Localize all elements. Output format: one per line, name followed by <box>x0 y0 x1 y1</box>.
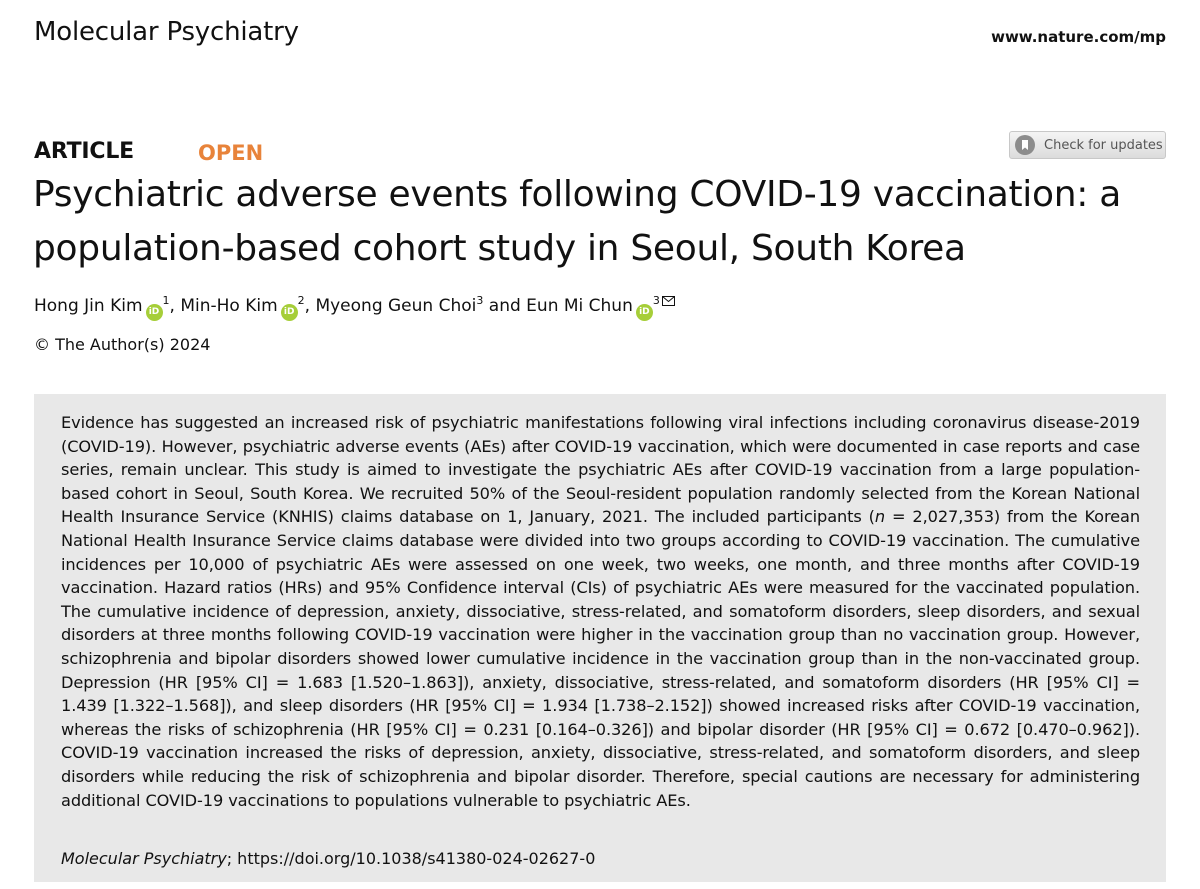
author-separator: , <box>169 296 181 316</box>
abstract-box <box>34 394 1166 882</box>
check-for-updates-label: Check for updates <box>1044 137 1163 153</box>
article-type-label: ARTICLE <box>34 139 134 164</box>
bookmark-icon <box>1015 135 1035 155</box>
citation-line <box>61 849 595 868</box>
author-name[interactable]: Min-Ho Kim <box>180 296 278 316</box>
citation-doi[interactable]: ; https://doi.org/10.1038/s41380-024-02627-0 <box>226 849 596 868</box>
abstract-text <box>61 411 1140 812</box>
sample-size-symbol: n <box>874 507 886 527</box>
author-name[interactable]: Eun Mi Chun <box>526 296 633 316</box>
affiliation-marker[interactable]: 2 <box>297 294 305 307</box>
article-title: Psychiatric adverse events following COVID-19 vaccination: a population-based cohort study in Seoul, South Korea <box>33 174 1121 269</box>
orcid-icon[interactable]: iD <box>146 304 163 321</box>
author-name[interactable]: Hong Jin Kim <box>34 296 143 316</box>
orcid-icon[interactable]: iD <box>636 304 653 321</box>
copyright-notice: © The Author(s) 2024 <box>34 335 211 354</box>
author-separator: and <box>483 296 527 316</box>
abstract-part-1: Evidence has suggested an increased risk of psychiatric manifestations following viral infections including coronavirus disease-2019 (COVID-19). However, psychiatric adverse events (AEs) after COVID-19 vaccination, which were documented in case reports and case series, remain unclear. This study is aimed to investigate the psychiatric AEs after COVID-19 vaccination from a large population-based cohort in Seoul, South Korea. We recruited 50% of the Seoul-resident population randomly selected from the Korean National Health Insurance Service (KNHIS) claims database on 1, January, 2021. The included participants ( <box>61 413 1140 527</box>
author-separator: , <box>304 296 316 316</box>
abstract-part-2: = 2,027,353) from the Korean National Health Insurance Service claims database were divided into two groups according to COVID-19 vaccination. The cumulative incidences per 10,000 of psychiatric AEs were assessed on one week, two weeks, one month, and three months after COVID-19 vaccination. Hazard ratios (HRs) and 95% Confidence interval (CIs) of psychiatric AEs were measured for the vaccinated population. The cumulative incidence of depression, anxiety, dissociative, stress-related, and somatoform disorders, sleep disorders, and sexual disorders at three months following COVID-19 vaccination were higher in the vaccination group than no vaccination group. However, schizophrenia and bipolar disorders showed lower cumulative incidence in the vaccination group than in the non-vaccinated group. Depression (HR [95% CI] = 1.683 [1.520–1.863]), anxiety, dissociative, stress-related, and somatoform disorders (HR [95% CI] = 1.439 [1.322–1.568]), and sleep disorders (HR [95% CI] = 1.934 [1.738–2.152]) showed increased risks after COVID-19 vaccination, whereas the risks of schizophrenia (HR [95% CI] = 0.231 [0.164–0.326]) and bipolar disorder (HR [95% CI] = 0.672 [0.470–0.962]). COVID-19 vaccination increased the risks of depression, anxiety, dissociative, stress-related, and somatoform disorders, and sleep disorders while reducing the risk of schizophrenia and bipolar disorder. Therefore, special cautions are necessary for administering additional COVID-19 vaccinations to populations vulnerable to psychiatric AEs. <box>61 507 1140 810</box>
affiliation-marker[interactable]: 1 <box>162 294 170 307</box>
citation-journal: Molecular Psychiatry <box>61 849 227 868</box>
email-icon[interactable] <box>662 288 675 314</box>
affiliation-marker[interactable]: 3 <box>652 294 660 307</box>
author-name[interactable]: Myeong Geun Choi <box>315 296 477 316</box>
journal-name: Molecular Psychiatry <box>34 17 299 47</box>
journal-url[interactable]: www.nature.com/mp <box>991 28 1166 46</box>
check-for-updates-button[interactable] <box>1009 131 1166 159</box>
author-list <box>34 288 675 321</box>
orcid-icon[interactable]: iD <box>281 304 298 321</box>
affiliation-marker[interactable]: 3 <box>476 294 484 307</box>
open-access-label: OPEN <box>198 141 264 165</box>
